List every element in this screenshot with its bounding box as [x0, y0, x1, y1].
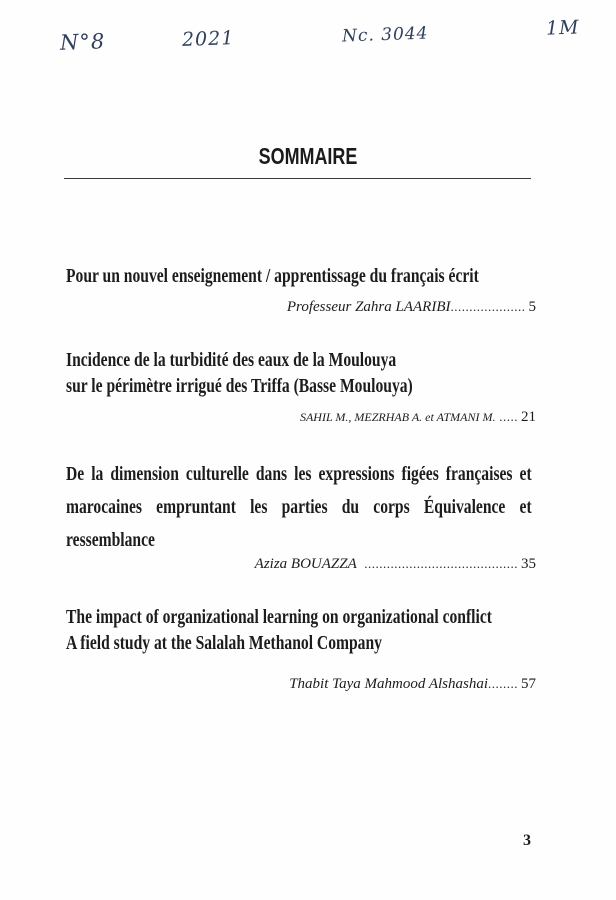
- toc-leader-dots: .....: [499, 409, 518, 424]
- toc-entry-title-line: sur le périmètre irrigué des Triffa (Basse Moulouya): [66, 375, 413, 397]
- toc-entry-title-line: The impact of organizational learning on organizational conflict: [66, 606, 492, 628]
- toc-entry-page: 21: [521, 409, 536, 425]
- toc-entry-title: [66, 347, 413, 399]
- toc-entry-author: Thabit Taya Mahmood Alshashai: [289, 676, 488, 692]
- toc-entry-author-line: [289, 676, 536, 693]
- toc-entry-page: 57: [521, 676, 536, 692]
- toc-entry-title: De la dimension culturelle dans les expressions figées françaises et marocaines empruntant les parties du corps Équivalence et ressemblance: [66, 463, 532, 551]
- toc-entry-page: 5: [528, 299, 536, 315]
- toc-leader-dots: .........................................: [364, 556, 518, 571]
- toc-entry-title-line: Pour un nouvel enseignement / apprentissage du français écrit: [66, 265, 479, 287]
- toc-leader-dots: ........: [488, 676, 518, 691]
- handwritten-year: 2021: [181, 27, 235, 51]
- toc-entry-author-line: [287, 299, 536, 316]
- handwritten-issue-number: N°8: [59, 29, 106, 55]
- handwritten-code: 1M: [545, 16, 580, 40]
- handwritten-reference: Nc. 3044: [341, 23, 429, 47]
- title-divider: [64, 178, 531, 179]
- page-title: SOMMAIRE: [258, 143, 358, 169]
- page-number: 3: [523, 832, 531, 849]
- toc-entry-author-line: [300, 409, 536, 426]
- toc-entry-author: Aziza BOUAZZA: [254, 556, 357, 572]
- toc-entry-author: Professeur Zahra LAARIBI: [286, 299, 451, 315]
- toc-entry-title: [66, 604, 492, 656]
- toc-entry-title-line: Incidence de la turbidité des eaux de la Moulouya: [66, 349, 397, 371]
- toc-entry-title-line: A field study at the Salalah Methanol Company: [66, 632, 382, 654]
- toc-entry-author: SAHIL M., MEZRHAB A. et ATMANI M.: [299, 410, 496, 424]
- toc-entry-author-line: [255, 556, 536, 573]
- toc-entry-title: [66, 263, 479, 289]
- toc-leader-dots: ....................: [450, 299, 526, 314]
- toc-entry-page: 35: [521, 556, 536, 572]
